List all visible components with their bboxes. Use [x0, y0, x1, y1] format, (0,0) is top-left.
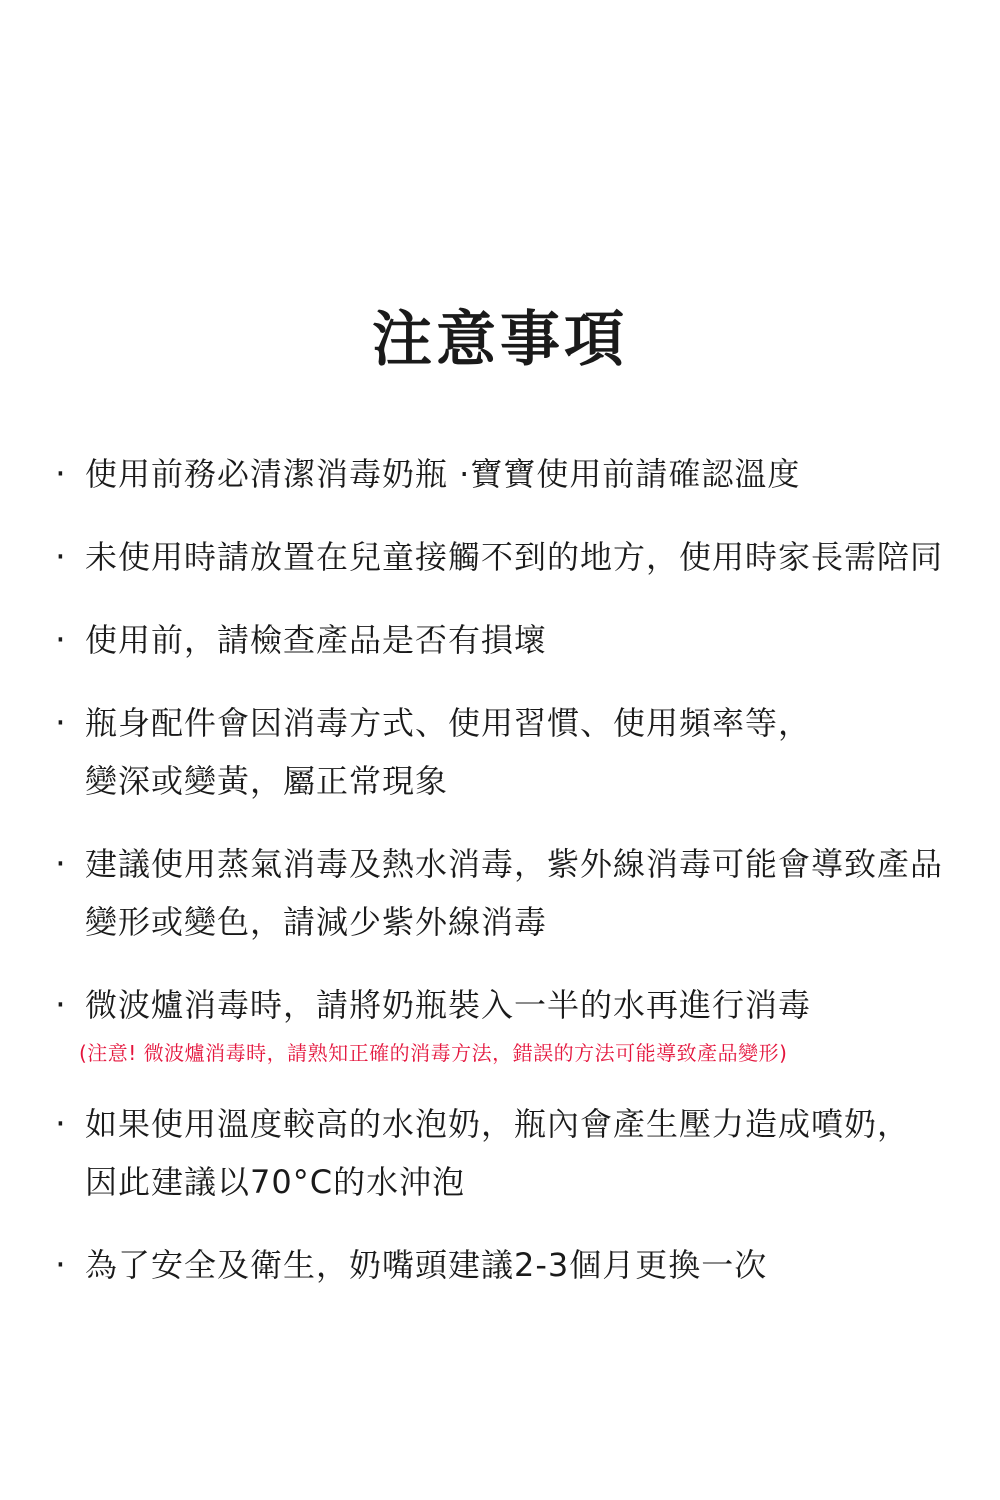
item-text: 因此建議以70°C的水沖泡: [85, 1163, 466, 1201]
bullet: ·: [55, 537, 66, 577]
page-title: 注意事項: [372, 305, 628, 375]
item-text: 未使用時請放置在兒童接觸不到的地方，使用時家長需陪同: [85, 538, 944, 576]
bullet: ·: [55, 1104, 66, 1144]
list-item: [55, 1236, 965, 1294]
list-item: [55, 445, 965, 503]
list-item: [55, 835, 965, 951]
list-item: [55, 528, 965, 586]
list-item: [55, 1095, 965, 1211]
item-text: 使用前務必清潔消毒奶瓶 ·寶寶使用前請確認溫度: [85, 455, 801, 493]
item-text: 建議使用蒸氣消毒及熱水消毒，紫外線消毒可能會導致產品: [85, 845, 944, 883]
item-text: 變深或變黃，屬正常現象: [85, 762, 449, 800]
item-text: 瓶身配件會因消毒方式、使用習慣、使用頻率等，: [85, 704, 812, 742]
bullet: ·: [55, 1245, 66, 1285]
item-text: 變形或變色，請減少紫外線消毒: [85, 903, 548, 941]
bullet: ·: [55, 454, 66, 494]
item-text: 微波爐消毒時，請將奶瓶裝入一半的水再進行消毒: [85, 986, 812, 1024]
list-item: [55, 694, 965, 810]
list-item: [55, 976, 965, 1070]
bullet: ·: [55, 844, 66, 884]
list-item: [55, 611, 965, 669]
bullet: ·: [55, 620, 66, 660]
warning-note: (注意! 微波爐消毒時，請熟知正確的消毒方法，錯誤的方法可能導致產品變形): [79, 1041, 788, 1065]
bullet: ·: [55, 985, 66, 1025]
item-text: 如果使用溫度較高的水泡奶，瓶內會產生壓力造成噴奶，: [85, 1105, 911, 1143]
bullet: ·: [55, 703, 66, 743]
item-text: 為了安全及衛生，奶嘴頭建議2-3個月更換一次: [85, 1246, 768, 1284]
item-text: 使用前，請檢查產品是否有損壞: [85, 621, 548, 659]
notice-list: [55, 445, 965, 1319]
